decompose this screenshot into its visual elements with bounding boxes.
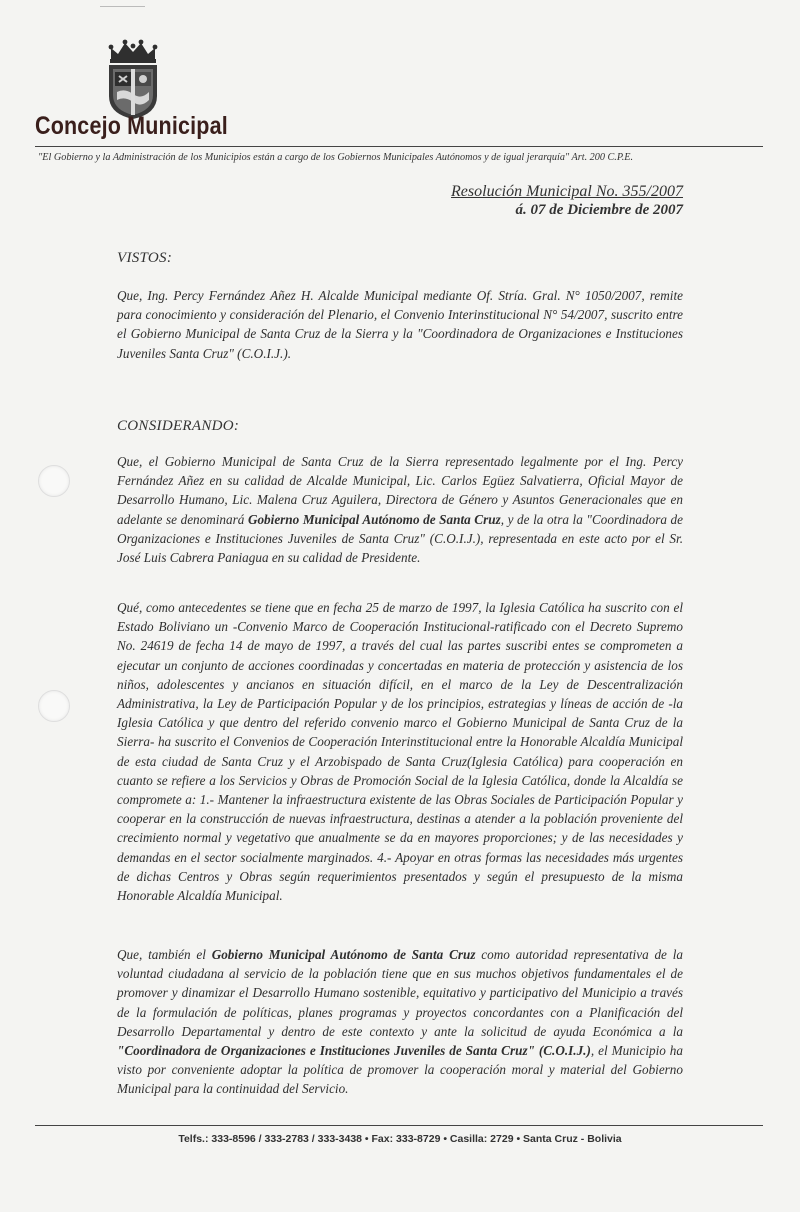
punch-hole [38, 465, 70, 497]
punch-hole [38, 690, 70, 722]
paragraph-bold-text: Gobierno Municipal Autónomo de Santa Cruz [211, 947, 476, 962]
paragraph-bold-text: Gobierno Municipal Autónomo de Santa Cruz [247, 511, 501, 527]
org-name: Concejo Municipal [35, 112, 228, 140]
resolution-number: Resolución Municipal No. 355/2007 [451, 183, 683, 200]
header-divider [35, 146, 763, 147]
municipal-crest-icon [103, 38, 163, 120]
paragraph-text: Que, el Gobierno Municipal de Santa Cruz de la Sierra representado legalmente por el Ing. Percy Fernández Añez en su calidad de Alcalde Municipal, Lic. Carlos Egüez Salvatierra, Oficial Mayor de Desarrollo Humano, Lic. Malena Cruz Aguilera, Directora de Género y Asuntos Generacionales que en adelante se denominará [117, 454, 683, 527]
considerando-heading: CONSIDERANDO: [117, 418, 240, 434]
footer-divider [35, 1125, 763, 1126]
paragraph-text: , el Municipio ha visto por conveniente adoptar la política de promover la cooperación moral y material del Gobierno Municipal para la continuidad del Servicio. [117, 1043, 683, 1097]
vistos-heading: VISTOS: [117, 250, 173, 266]
resolution-date: á. 07 de Diciembre de 2007 [515, 202, 683, 218]
considerando-paragraph-2: Qué, como antecedentes se tiene que en fecha 25 de marzo de 1997, la Iglesia Católica ha suscrito con el Estado Boliviano un -Convenio Marco de Cooperación Institucional-ratificado con el Decreto Supremo No. 24619 de fecha 14 de mayo de 1997, a través del cual las partes suscribi entes se comprometen a ejecutar un conjunto de acciones coordinadas y concertadas en materia de protección y asistencia de los niños, adolescentes y ancianos en situación difícil, en el marco de la Ley de Descentralización Administrativa, la Ley de Participación Popular y de los principios, estrategias y líneas de acción de -la Iglesia Católica y que dentro del referido convenio marco el Gobierno Municipal de Santa Cruz de la Sierra- ha suscrito el Convenios de Cooperación Interinstitucional entre la Honorable Alcaldía Municipal de esta ciudad de Santa Cruz y el Arzobispado de Santa Cruz(Iglesia Católica) para cooperación en cuanto se refiere a los Servicios y Obras de Promoción Social de la Iglesia Católica, donde la Alcaldía se compromete a: 1.- Mantener la infraestructura existente de las Obras Sociales de Participación Popular y cooperar en la construcción de nuevas infraestructura, destinas a atender a la población proveniente del crecimiento normal y vegetativo que anualmente se da en mayores proporciones; y de las necesidades y demandas en el sector socialmente marginados. 4.- Apoyar en otras formas las necesidades más urgentes de dichas Centros y Obras según requerimientos presentados y según el presupuesto de la misma Honorable Alcaldía Municipal. [117, 600, 683, 904]
considerando-paragraph-1 [117, 452, 683, 567]
motto: "El Gobierno y la Administración de los Municipios están a cargo de los Gobiernos Municipales Autónomos y de igual jerarquía" Art. 200 C.P.E. [38, 152, 634, 163]
footer-contact: Telfs.: 333-8596 / 333-2783 / 333-3438 • Fax: 333-8729 • Casilla: 2729 • Santa Cruz - Bolivia [178, 1133, 622, 1145]
considerando-paragraph-3 [117, 945, 683, 1099]
vistos-paragraph: Que, Ing. Percy Fernández Añez H. Alcalde Municipal mediante Of. Stría. Gral. N° 1050/2007, remite para conocimiento y consideración del Plenario, el Convenio Interinstitucional N° 54/2007, suscrito entre el Gobierno Municipal de Santa Cruz de la Sierra y la "Coordinadora de Organizaciones e Instituciones Juveniles Santa Cruz" (C.O.I.J.). [117, 288, 683, 361]
paragraph-text: como autoridad representativa de la voluntad ciudadana al servicio de la población tiene que en sus muchos objetivos fundamentales el de promover y dinamizar el Desarrollo Humano sostenible, equitativo y participativo del Municipio a través de la formulación de políticas, planes programas y proyectos concordantes con a Planificación del Desarrollo Departamental y dentro de este contexto y ante la solicitud de ayuda Económica a la [117, 947, 683, 1039]
scan-mark [100, 6, 145, 7]
paragraph-bold-text: "Coordinadora de Organizaciones e Instituciones Juveniles de Santa Cruz" (C.O.I.J.) [117, 1043, 591, 1059]
paragraph-text: , y de la otra la "Coordinadora de Organizaciones e Instituciones Juveniles de Santa Cruz" (C.O.I.J.), representada en este acto por el Sr. José Luis Cabrera Paniagua en su calidad de Presidente. [117, 511, 683, 566]
paragraph-text: Que, también el [117, 947, 212, 962]
